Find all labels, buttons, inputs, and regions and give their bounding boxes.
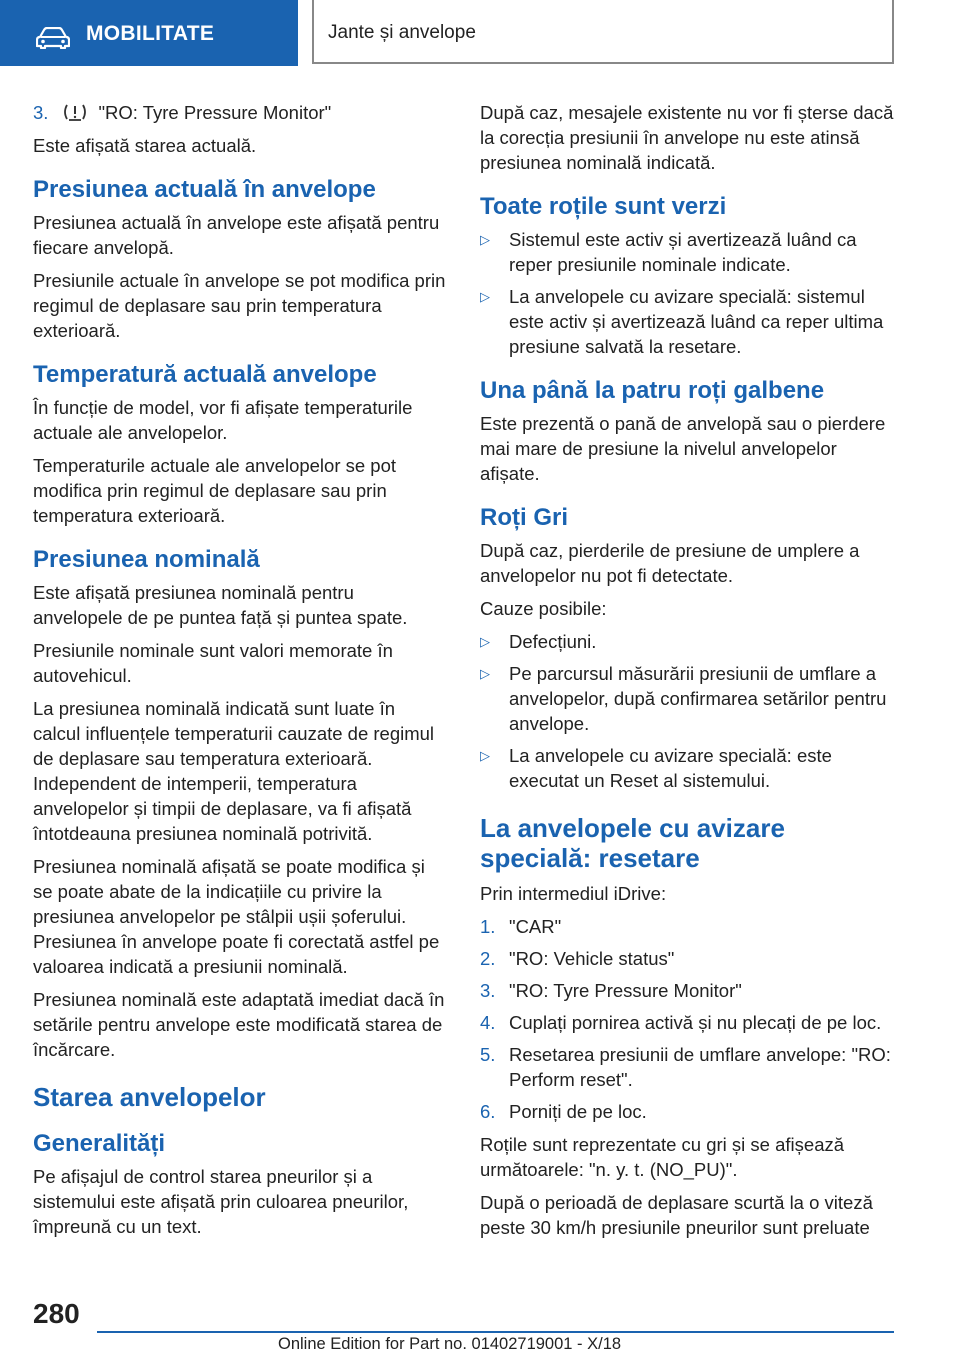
list-item: ▷ Pe parcursul măsurării presiunii de umflare a anvelopelor, după confirmarea setărilor pentru anvelope. <box>480 663 887 734</box>
paragraph: Presiunile nominale sunt valori memorate în autovehicul. <box>33 640 393 686</box>
list-item: 2. "RO: Vehicle status" <box>480 948 675 969</box>
right-column <box>480 100 894 1248</box>
paragraph: În funcție de model, vor fi afișate temperaturile actuale ale anvelopelor. <box>33 397 413 443</box>
heading-presiunea-actuala: Presiunea actuală în anvelope <box>33 176 376 203</box>
page-header <box>0 0 960 66</box>
paragraph: Presiunea nominală afișată se poate modifica și se poate abate de la indicațiile cu privire la presiunea anvelopelor pe stâlpii ușii șoferului. Presiunea în anvelope poate fi corectată astfel pe valoarea indicată a presiunii nominală. <box>33 856 440 977</box>
paragraph: După caz, pierderile de presiune de umplere a anvelopelor nu pot fi detectate. <box>480 540 860 586</box>
paragraph: Pe afișajul de control starea pneurilor și a sistemului este afișată prin culoarea pneurilor, împreună cu un text. <box>33 1166 409 1237</box>
step-item <box>33 100 447 125</box>
tire-pressure-warning-icon <box>62 102 88 122</box>
page-number: 280 <box>33 1298 80 1329</box>
left-column <box>33 100 447 1247</box>
bullet-triangle-icon: ▷ <box>480 634 490 649</box>
car-icon <box>36 27 70 49</box>
step-number: 3. <box>33 102 49 123</box>
paragraph: Este afișată starea actuală. <box>33 135 257 156</box>
section-tab <box>0 0 298 66</box>
heading-temperatura: Temperatură actuală anvelope <box>33 361 377 388</box>
bullet-triangle-icon: ▷ <box>480 748 490 763</box>
list-item: ▷ La anvelopele cu avizare specială: sistemul este activ și avertizează luând ca reper ultima presiune salvată la resetare. <box>480 286 884 357</box>
paragraph: Presiunile actuale în anvelope se pot modifica prin regimul de deplasare sau prin temperatura exterioară. <box>33 270 446 341</box>
paragraph: După o perioadă de deplasare scurtă la o viteză peste 30 km/h presiunile pneurilor sunt preluate <box>480 1192 873 1238</box>
heading-starea-anvelopelor: Starea anvelopelor <box>33 1082 266 1112</box>
paragraph: După caz, mesajele existente nu vor fi șterse dacă la corecția presiunii în anvelope nu este atinsă presiunea nominală indicată. <box>480 102 894 173</box>
paragraph: Cauze posibile: <box>480 598 607 619</box>
section-title: MOBILITATE <box>86 22 215 45</box>
list-item: 6. Porniți de pe loc. <box>480 1101 647 1122</box>
paragraph: Temperaturile actuale ale anvelopelor se pot modifica prin regimul de deplasare sau prin temperatura exterioară. <box>33 455 397 526</box>
bullet-list <box>480 227 894 359</box>
chapter-tab <box>312 0 894 64</box>
paragraph: Este prezentă o pană de anvelopă sau o pierdere mai mare de presiune la nivelul anvelopelor afișate. <box>480 413 886 484</box>
paragraph: La presiunea nominală indicată sunt luate în calcul influențele temperaturii cauzate de regimul de deplasare sau temperatura exterioară. Independent de intemperii, temperatura anvelopelor și timpii de deplasare, va fi afișată întotdeauna presiunea nominală potrivită. <box>33 698 435 844</box>
paragraph: Presiunea nominală este adaptată imediat dacă în setările pentru anvelope este modificată starea de încărcare. <box>33 989 445 1060</box>
heading-roti-verzi: Toate roțile sunt verzi <box>480 193 727 220</box>
bullet-triangle-icon: ▷ <box>480 289 490 304</box>
bullet-triangle-icon: ▷ <box>480 666 490 681</box>
list-item: ▷ Defecțiuni. <box>480 631 597 652</box>
paragraph: Roțile sunt reprezentate cu gri și se afișează următoarele: "n. y. t. (NO_PU)". <box>480 1134 845 1180</box>
heading-resetare: La anvelopele cu avizare specială: resetare <box>480 813 785 873</box>
heading-presiunea-nominala: Presiunea nominală <box>33 546 260 573</box>
heading-roti-gri: Roți Gri <box>480 504 568 531</box>
chapter-title: Jante și anvelope <box>328 22 476 43</box>
heading-roti-galbene: Una până la patru roți galbene <box>480 377 825 404</box>
paragraph: Prin intermediul iDrive: <box>480 883 667 904</box>
footer-divider <box>97 1331 894 1333</box>
list-item: 3. "RO: Tyre Pressure Monitor" <box>480 980 742 1001</box>
paragraph: Este afișată presiunea nominală pentru anvelopele de pe puntea față și puntea spate. <box>33 582 408 628</box>
heading-generalitati: Generalități <box>33 1130 166 1157</box>
bullet-triangle-icon: ▷ <box>480 232 490 247</box>
list-item: ▷ Sistemul este activ și avertizează luând ca reper presiunile nominale indicate. <box>480 229 857 275</box>
numbered-list <box>480 914 894 1124</box>
list-item: 5. Resetarea presiunii de umflare anvelope: "RO: Perform reset". <box>480 1044 891 1090</box>
bullet-list <box>480 629 894 793</box>
paragraph: Presiunea actuală în anvelope este afișată pentru fiecare anvelopă. <box>33 212 440 258</box>
list-item: ▷ La anvelopele cu avizare specială: este executat un Reset al sistemului. <box>480 745 832 791</box>
list-item: 4. Cuplați pornirea activă și nu plecați de pe loc. <box>480 1012 882 1033</box>
step-text: "RO: Tyre Pressure Monitor" <box>98 102 332 123</box>
list-item: 1. "CAR" <box>480 916 562 937</box>
edition-text: Online Edition for Part no. 01402719001 - X/18 <box>278 1335 622 1353</box>
